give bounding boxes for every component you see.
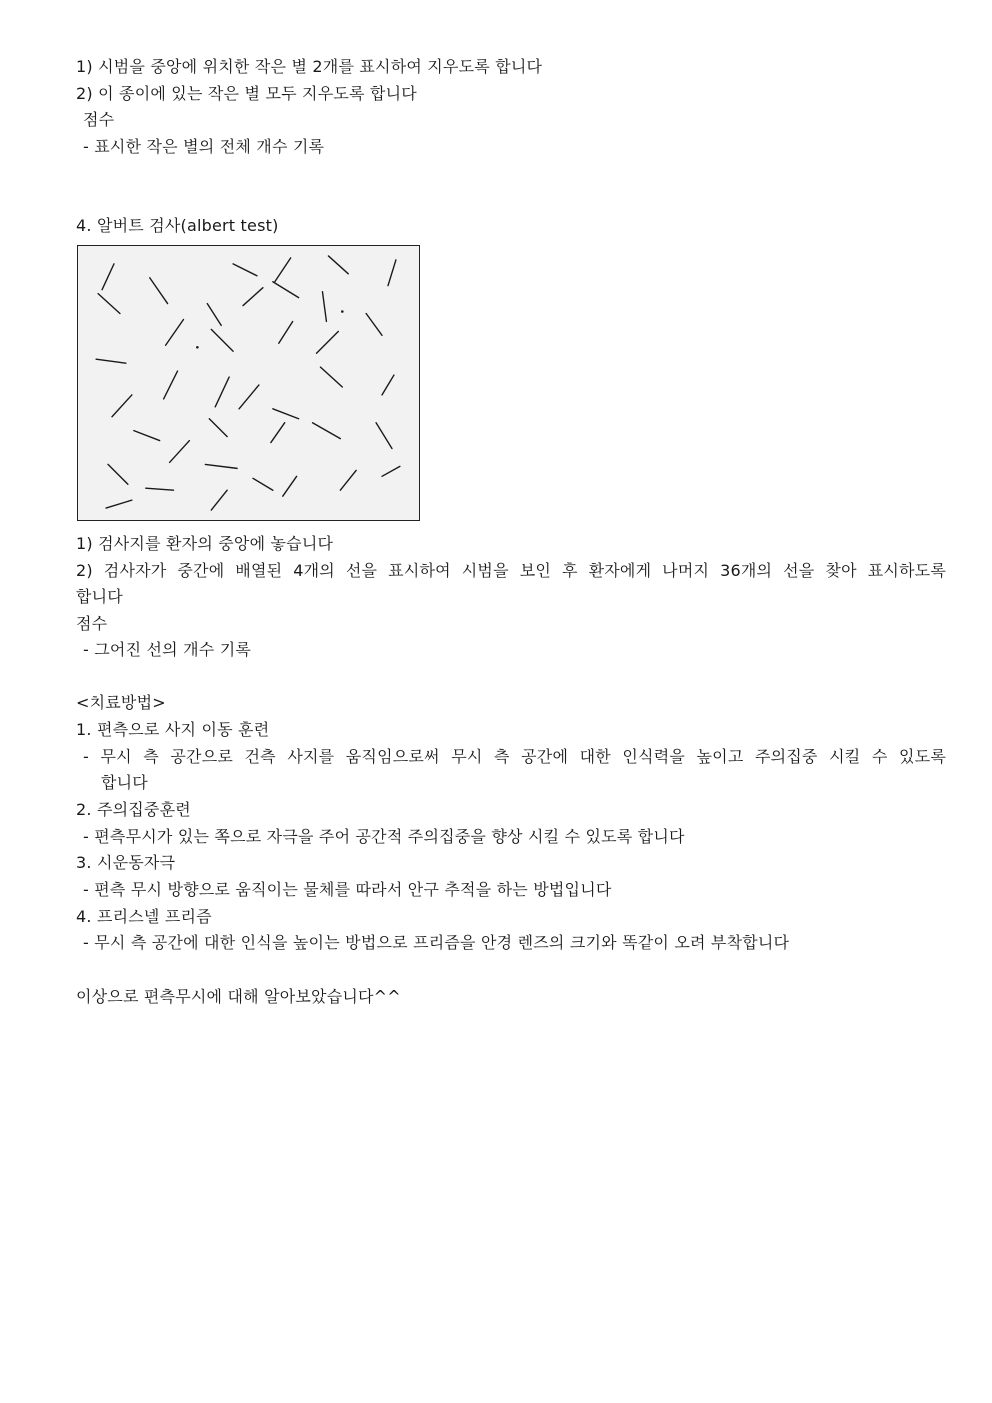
albert-line-16 bbox=[317, 331, 339, 353]
albert-line-20 bbox=[382, 375, 394, 395]
albert-line-4 bbox=[233, 264, 257, 276]
albert-line-34 bbox=[283, 476, 297, 496]
albert-test-sheet-image bbox=[77, 245, 420, 521]
albert-line-37 bbox=[146, 488, 174, 490]
albert-line-33 bbox=[253, 478, 273, 490]
albert-step-1: 1) 검사지를 환자의 중앙에 놓습니다 bbox=[76, 534, 334, 553]
star-test-score-item: - 표시한 작은 별의 전체 개수 기록 bbox=[83, 137, 325, 156]
albert-test-heading: 4. 알버트 검사(albert test) bbox=[76, 216, 279, 235]
albert-line-21 bbox=[112, 395, 132, 417]
treatment-method-3-desc: - 편측 무시 방향으로 움직이는 물체를 따라서 안구 추적을 하는 방법입니다 bbox=[83, 880, 612, 899]
albert-test-lines bbox=[78, 246, 419, 520]
treatment-method-2-desc: - 편측무시가 있는 쪽으로 자극을 주어 공간적 주의집중을 향상 시킬 수 있도록 합니다 bbox=[83, 827, 685, 846]
albert-line-2 bbox=[150, 278, 168, 304]
albert-dot-2 bbox=[196, 346, 199, 349]
albert-line-17 bbox=[96, 359, 126, 363]
albert-line-22 bbox=[215, 377, 229, 407]
albert-line-5 bbox=[275, 258, 291, 282]
albert-line-7 bbox=[388, 260, 396, 286]
albert-line-9 bbox=[243, 288, 263, 306]
albert-score-label: 점수 bbox=[76, 614, 108, 633]
albert-line-28 bbox=[134, 431, 160, 441]
albert-line-23 bbox=[239, 385, 259, 409]
treatment-method-1-title: 1. 편측으로 사지 이동 훈련 bbox=[76, 720, 270, 739]
albert-line-36 bbox=[382, 466, 400, 476]
closing-remark: 이상으로 편측무시에 대해 알아보았습니다^^ bbox=[76, 987, 401, 1006]
albert-line-12 bbox=[366, 314, 382, 336]
albert-line-30 bbox=[376, 423, 392, 449]
albert-line-1 bbox=[102, 264, 114, 290]
star-test-score-label: 점수 bbox=[83, 110, 115, 129]
albert-line-24 bbox=[273, 409, 299, 419]
albert-step-2-line-2: 합니다 bbox=[76, 587, 123, 606]
albert-line-31 bbox=[108, 464, 128, 484]
treatment-method-3-title: 3. 시운동자극 bbox=[76, 853, 176, 872]
albert-line-27 bbox=[271, 423, 285, 443]
albert-line-35 bbox=[340, 470, 356, 490]
albert-line-13 bbox=[166, 319, 184, 345]
albert-line-8 bbox=[273, 282, 299, 298]
albert-score-item: - 그어진 선의 개수 기록 bbox=[83, 640, 252, 659]
albert-dot-1 bbox=[341, 310, 344, 313]
albert-line-26 bbox=[313, 423, 341, 439]
albert-line-10 bbox=[207, 304, 221, 326]
albert-line-18 bbox=[320, 367, 342, 387]
albert-line-25 bbox=[209, 419, 227, 437]
albert-line-32 bbox=[205, 464, 237, 468]
star-test-step-1: 1) 시범을 중앙에 위치한 작은 별 2개를 표시하여 지우도록 합니다 bbox=[76, 57, 543, 76]
treatment-method-4-desc: - 무시 측 공간에 대한 인식을 높이는 방법으로 프리즘을 안경 렌즈의 크기와 똑같이 오려 부착합니다 bbox=[83, 933, 790, 952]
treatment-method-1-desc-line-1: - 무시 측 공간으로 건측 사지를 움직임으로써 무시 측 공간에 대한 인식력을 높이고 주의집중 시킬 수 있도록 bbox=[83, 747, 946, 766]
albert-line-11 bbox=[322, 292, 326, 322]
albert-line-38 bbox=[211, 490, 227, 510]
treatment-heading: <치료방법> bbox=[76, 693, 166, 712]
albert-line-19 bbox=[164, 371, 178, 399]
treatment-method-4-title: 4. 프리스넬 프리즘 bbox=[76, 907, 212, 926]
albert-line-15 bbox=[279, 321, 293, 343]
albert-step-2-line-1: 2) 검사자가 중간에 배열된 4개의 선을 표시하여 시범을 보인 후 환자에게 나머지 36개의 선을 찾아 표시하도록 bbox=[76, 561, 946, 580]
treatment-method-2-title: 2. 주의집중훈련 bbox=[76, 800, 191, 819]
albert-line-29 bbox=[170, 441, 190, 463]
albert-line-6 bbox=[328, 256, 348, 274]
star-test-step-2: 2) 이 종이에 있는 작은 별 모두 지우도록 합니다 bbox=[76, 84, 417, 103]
albert-line-3 bbox=[98, 294, 120, 314]
albert-line-14 bbox=[211, 329, 233, 351]
treatment-method-1-desc-line-2: 합니다 bbox=[101, 773, 148, 792]
albert-line-39 bbox=[106, 500, 132, 508]
